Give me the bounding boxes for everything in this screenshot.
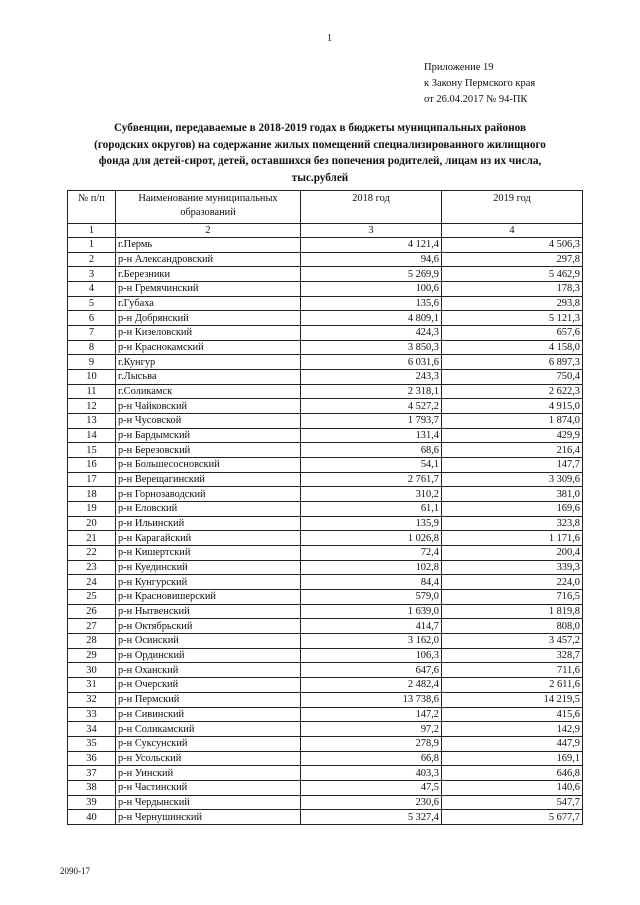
table-row — [68, 443, 583, 458]
row-number-cell: 38 — [68, 780, 116, 795]
municipality-name-cell: г.Березники — [116, 267, 301, 282]
municipality-name-cell: р-н Ильинский — [116, 516, 301, 531]
value-2019-cell: 5 462,9 — [442, 267, 583, 282]
municipality-name-cell: р-н Чердынский — [116, 795, 301, 810]
title-line-3: фонда для детей-сирот, детей, оставшихся без попечения родителей, лицам из их числа, — [98, 155, 542, 167]
value-2018-cell: 579,0 — [301, 590, 442, 605]
value-2018-cell: 278,9 — [301, 736, 442, 751]
value-2018-cell: 4 809,1 — [301, 311, 442, 326]
value-2019-cell: 381,0 — [442, 487, 583, 502]
row-number-cell: 36 — [68, 751, 116, 766]
table-row — [68, 780, 583, 795]
value-2018-cell: 2 482,4 — [301, 678, 442, 693]
value-2019-cell: 447,9 — [442, 736, 583, 751]
value-2019-cell: 216,4 — [442, 443, 583, 458]
value-2019-cell: 169,1 — [442, 751, 583, 766]
value-2018-cell: 135,9 — [301, 516, 442, 531]
row-number-cell: 2 — [68, 252, 116, 267]
value-2019-cell: 2 611,6 — [442, 678, 583, 693]
value-2018-cell: 97,2 — [301, 722, 442, 737]
value-2018-cell: 1 639,0 — [301, 604, 442, 619]
row-number-cell: 37 — [68, 766, 116, 781]
row-number-cell: 27 — [68, 619, 116, 634]
table-row — [68, 384, 583, 399]
header-name: Наименование муниципальных образований — [116, 191, 301, 224]
municipality-name-cell: р-н Сивинский — [116, 707, 301, 722]
municipality-name-cell: р-н Частинский — [116, 780, 301, 795]
title-line-2: (городских округов) на содержание жилых помещений специализированного жилищного — [94, 138, 546, 151]
row-number-cell: 26 — [68, 604, 116, 619]
row-number-cell: 20 — [68, 516, 116, 531]
municipality-name-cell: р-н Суксунский — [116, 736, 301, 751]
title-line-4: тыс.рублей — [291, 171, 349, 184]
municipality-name-cell: р-н Кишертский — [116, 546, 301, 561]
row-number-cell: 29 — [68, 648, 116, 663]
table-row — [68, 692, 583, 707]
value-2019-cell: 4 158,0 — [442, 340, 583, 355]
value-2018-cell: 5 269,9 — [301, 267, 442, 282]
value-2018-cell: 403,3 — [301, 766, 442, 781]
value-2019-cell: 2 622,3 — [442, 384, 583, 399]
value-2018-cell: 6 031,6 — [301, 355, 442, 370]
value-2018-cell: 5 327,4 — [301, 810, 442, 825]
municipality-name-cell: р-н Октябрьский — [116, 619, 301, 634]
column-number-3: 3 — [301, 224, 442, 238]
row-number-cell: 19 — [68, 502, 116, 517]
table-row — [68, 575, 583, 590]
value-2019-cell: 3 309,6 — [442, 472, 583, 487]
municipality-name-cell: г.Лысьва — [116, 370, 301, 385]
municipality-name-cell: р-н Усольский — [116, 751, 301, 766]
row-number-cell: 32 — [68, 692, 116, 707]
municipality-name-cell: р-н Гремячинский — [116, 282, 301, 297]
value-2018-cell: 84,4 — [301, 575, 442, 590]
value-2019-cell: 5 677,7 — [442, 810, 583, 825]
row-number-cell: 39 — [68, 795, 116, 810]
row-number-cell: 17 — [68, 472, 116, 487]
header-num: № п/п — [68, 191, 116, 224]
table-row — [68, 751, 583, 766]
municipality-name-cell: р-н Очерский — [116, 678, 301, 693]
value-2018-cell: 13 738,6 — [301, 692, 442, 707]
row-number-cell: 3 — [68, 267, 116, 282]
value-2018-cell: 100,6 — [301, 282, 442, 297]
table-row — [68, 795, 583, 810]
table-row — [68, 766, 583, 781]
value-2018-cell: 3 162,0 — [301, 634, 442, 649]
table-row — [68, 487, 583, 502]
row-number-cell: 30 — [68, 663, 116, 678]
municipality-name-cell: р-н Карагайский — [116, 531, 301, 546]
table-row — [68, 502, 583, 517]
table-row — [68, 531, 583, 546]
table-body — [68, 238, 583, 825]
value-2019-cell: 142,9 — [442, 722, 583, 737]
value-2019-cell: 140,6 — [442, 780, 583, 795]
value-2018-cell: 1 026,8 — [301, 531, 442, 546]
value-2019-cell: 5 121,3 — [442, 311, 583, 326]
municipality-name-cell: р-н Куединский — [116, 560, 301, 575]
municipality-name-cell: р-н Чайковский — [116, 399, 301, 414]
value-2018-cell: 135,6 — [301, 296, 442, 311]
page-number: 1 — [327, 33, 332, 44]
table-row — [68, 560, 583, 575]
municipality-name-cell: р-н Кунгурский — [116, 575, 301, 590]
table-row — [68, 355, 583, 370]
municipality-name-cell: р-н Бардымский — [116, 428, 301, 443]
value-2018-cell: 230,6 — [301, 795, 442, 810]
row-number-cell: 14 — [68, 428, 116, 443]
municipality-name-cell: р-н Оханский — [116, 663, 301, 678]
value-2019-cell: 323,8 — [442, 516, 583, 531]
row-number-cell: 28 — [68, 634, 116, 649]
table-row — [68, 296, 583, 311]
value-2019-cell: 169,6 — [442, 502, 583, 517]
row-number-cell: 23 — [68, 560, 116, 575]
table-row — [68, 414, 583, 429]
table-row — [68, 663, 583, 678]
row-number-cell: 35 — [68, 736, 116, 751]
value-2018-cell: 243,3 — [301, 370, 442, 385]
row-number-cell: 33 — [68, 707, 116, 722]
value-2018-cell: 61,1 — [301, 502, 442, 517]
value-2019-cell: 657,6 — [442, 326, 583, 341]
municipality-name-cell: р-н Красновишерский — [116, 590, 301, 605]
row-number-cell: 7 — [68, 326, 116, 341]
row-number-cell: 21 — [68, 531, 116, 546]
footer-code: 2090-17 — [60, 866, 90, 876]
value-2018-cell: 414,7 — [301, 619, 442, 634]
value-2018-cell: 424,3 — [301, 326, 442, 341]
municipality-name-cell: р-н Пермский — [116, 692, 301, 707]
value-2018-cell: 1 793,7 — [301, 414, 442, 429]
row-number-cell: 25 — [68, 590, 116, 605]
value-2019-cell: 224,0 — [442, 575, 583, 590]
table-row — [68, 590, 583, 605]
table-row — [68, 604, 583, 619]
value-2019-cell: 1 874,0 — [442, 414, 583, 429]
table-row — [68, 634, 583, 649]
municipality-name-cell: р-н Александровский — [116, 252, 301, 267]
table-row — [68, 546, 583, 561]
municipality-name-cell: г.Губаха — [116, 296, 301, 311]
table-row — [68, 428, 583, 443]
row-number-cell: 15 — [68, 443, 116, 458]
municipality-name-cell: г.Кунгур — [116, 355, 301, 370]
subventions-table — [67, 190, 583, 825]
municipality-name-cell: р-н Верещагинский — [116, 472, 301, 487]
value-2018-cell: 310,2 — [301, 487, 442, 502]
table-row — [68, 282, 583, 297]
table-row — [68, 619, 583, 634]
value-2019-cell: 547,7 — [442, 795, 583, 810]
value-2019-cell: 750,4 — [442, 370, 583, 385]
municipality-name-cell: р-н Горнозаводский — [116, 487, 301, 502]
municipality-name-cell: р-н Кизеловский — [116, 326, 301, 341]
row-number-cell: 18 — [68, 487, 116, 502]
row-number-cell: 8 — [68, 340, 116, 355]
municipality-name-cell: р-н Большесосновский — [116, 458, 301, 473]
value-2019-cell: 293,8 — [442, 296, 583, 311]
municipality-name-cell: р-н Нытвенский — [116, 604, 301, 619]
row-number-cell: 6 — [68, 311, 116, 326]
row-number-cell: 4 — [68, 282, 116, 297]
row-number-cell: 22 — [68, 546, 116, 561]
value-2019-cell: 1 171,6 — [442, 531, 583, 546]
value-2019-cell: 711,6 — [442, 663, 583, 678]
column-number-1: 1 — [68, 224, 116, 238]
table-row — [68, 516, 583, 531]
municipality-name-cell: р-н Чернушинский — [116, 810, 301, 825]
appendix-block — [424, 60, 535, 108]
value-2018-cell: 4 121,4 — [301, 238, 442, 253]
value-2019-cell: 178,3 — [442, 282, 583, 297]
value-2019-cell: 808,0 — [442, 619, 583, 634]
table-row — [68, 326, 583, 341]
table-row — [68, 648, 583, 663]
header-row — [68, 191, 583, 224]
table-row — [68, 458, 583, 473]
value-2018-cell: 47,5 — [301, 780, 442, 795]
table-row — [68, 267, 583, 282]
appendix-line-2: к Закону Пермского края — [424, 78, 536, 89]
municipality-name-cell: р-н Краснокамский — [116, 340, 301, 355]
value-2018-cell: 2 318,1 — [301, 384, 442, 399]
column-numbers-row — [68, 224, 583, 238]
row-number-cell: 24 — [68, 575, 116, 590]
municipality-name-cell: р-н Чусовской — [116, 414, 301, 429]
value-2019-cell: 297,8 — [442, 252, 583, 267]
value-2019-cell: 328,7 — [442, 648, 583, 663]
value-2019-cell: 200,4 — [442, 546, 583, 561]
municipality-name-cell: р-н Уинский — [116, 766, 301, 781]
table-row — [68, 678, 583, 693]
municipality-name-cell: р-н Соликамский — [116, 722, 301, 737]
municipality-name-cell: г.Пермь — [116, 238, 301, 253]
value-2019-cell: 429,9 — [442, 428, 583, 443]
row-number-cell: 13 — [68, 414, 116, 429]
document-title — [60, 120, 580, 186]
municipality-name-cell: р-н Осинский — [116, 634, 301, 649]
table-row — [68, 472, 583, 487]
table-row — [68, 238, 583, 253]
municipality-name-cell: р-н Ординский — [116, 648, 301, 663]
municipality-name-cell: г.Соликамск — [116, 384, 301, 399]
value-2019-cell: 147,7 — [442, 458, 583, 473]
value-2018-cell: 102,8 — [301, 560, 442, 575]
table-row — [68, 810, 583, 825]
row-number-cell: 1 — [68, 238, 116, 253]
title-line-1: Субвенции, передаваемые в 2018-2019 годах в бюджеты муниципальных районов — [114, 122, 526, 134]
row-number-cell: 31 — [68, 678, 116, 693]
value-2018-cell: 54,1 — [301, 458, 442, 473]
appendix-line-3: от 26.04.2017 № 94-ПК — [424, 94, 528, 105]
value-2019-cell: 415,6 — [442, 707, 583, 722]
header-2018: 2018 год — [301, 191, 442, 224]
value-2019-cell: 4 506,3 — [442, 238, 583, 253]
row-number-cell: 34 — [68, 722, 116, 737]
value-2018-cell: 72,4 — [301, 546, 442, 561]
column-number-2: 2 — [116, 224, 301, 238]
row-number-cell: 16 — [68, 458, 116, 473]
value-2018-cell: 647,6 — [301, 663, 442, 678]
value-2018-cell: 131,4 — [301, 428, 442, 443]
row-number-cell: 11 — [68, 384, 116, 399]
table-row — [68, 252, 583, 267]
table-row — [68, 370, 583, 385]
municipality-name-cell: р-н Еловский — [116, 502, 301, 517]
appendix-line-1: Приложение 19 — [424, 62, 494, 73]
row-number-cell: 5 — [68, 296, 116, 311]
value-2019-cell: 3 457,2 — [442, 634, 583, 649]
row-number-cell: 12 — [68, 399, 116, 414]
value-2018-cell: 3 850,3 — [301, 340, 442, 355]
value-2018-cell: 66,8 — [301, 751, 442, 766]
value-2019-cell: 1 819,8 — [442, 604, 583, 619]
table-row — [68, 722, 583, 737]
value-2019-cell: 4 915,0 — [442, 399, 583, 414]
value-2019-cell: 646,8 — [442, 766, 583, 781]
value-2019-cell: 716,5 — [442, 590, 583, 605]
header-2019: 2019 год — [442, 191, 583, 224]
table-row — [68, 340, 583, 355]
row-number-cell: 40 — [68, 810, 116, 825]
value-2019-cell: 6 897,3 — [442, 355, 583, 370]
column-number-4: 4 — [442, 224, 583, 238]
table-row — [68, 311, 583, 326]
municipality-name-cell: р-н Добрянский — [116, 311, 301, 326]
value-2018-cell: 147,2 — [301, 707, 442, 722]
table-row — [68, 399, 583, 414]
value-2019-cell: 14 219,5 — [442, 692, 583, 707]
municipality-name-cell: р-н Березовский — [116, 443, 301, 458]
row-number-cell: 9 — [68, 355, 116, 370]
value-2018-cell: 68,6 — [301, 443, 442, 458]
table-row — [68, 707, 583, 722]
value-2018-cell: 4 527,2 — [301, 399, 442, 414]
value-2018-cell: 106,3 — [301, 648, 442, 663]
row-number-cell: 10 — [68, 370, 116, 385]
value-2018-cell: 2 761,7 — [301, 472, 442, 487]
value-2018-cell: 94,6 — [301, 252, 442, 267]
table-row — [68, 736, 583, 751]
value-2019-cell: 339,3 — [442, 560, 583, 575]
